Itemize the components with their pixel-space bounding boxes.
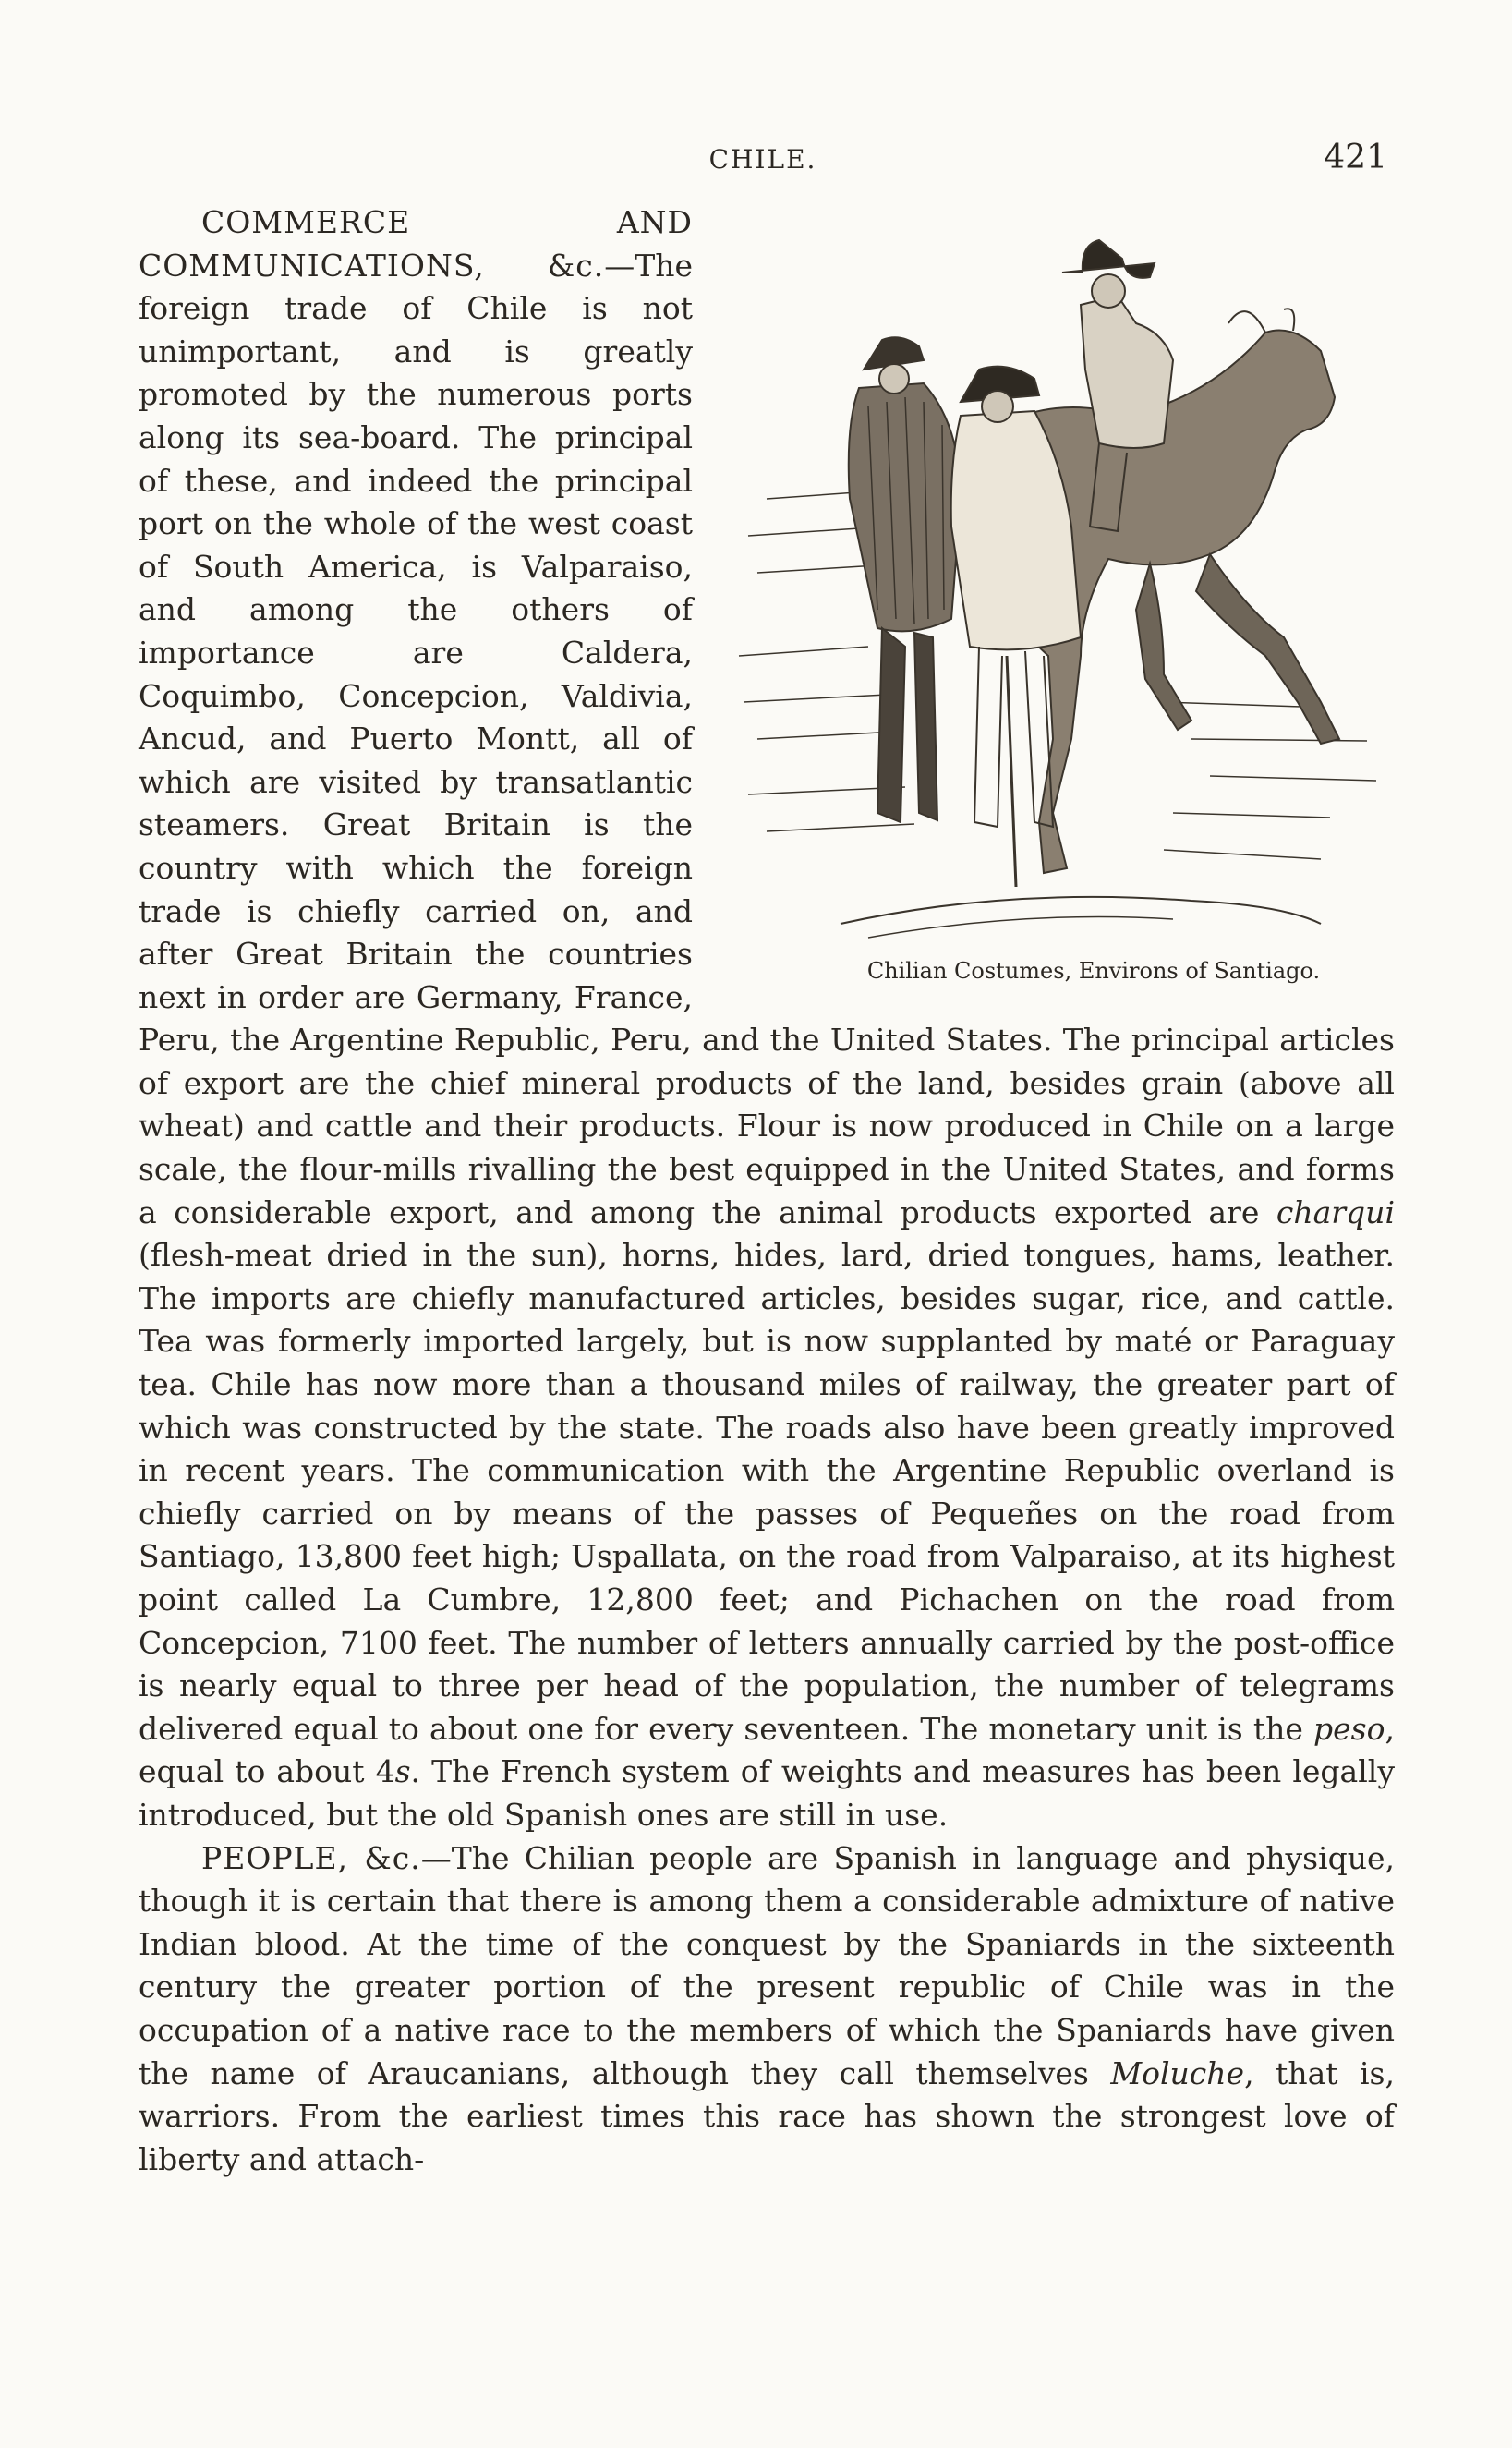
term-charqui: charqui [1276, 1194, 1395, 1230]
figure-chilian-costumes [730, 222, 1395, 993]
commerce-text-3: , equal to about 4 [139, 1710, 1395, 1790]
engraving-illustration [730, 222, 1395, 951]
term-moluche: Moluche [1110, 2054, 1245, 2091]
people-text-1: —The Chilian people are Spanish in language and physique, though it is certain that there is among them a considerable admixture of native Indian blood. At the time of the conquest by the Spaniards in the sixteenth century the greater portion of the present republic of Chile was in the occupation of a native race to the members of which the Spaniards have given the name of Araucanians, although they call themselves [139, 1839, 1395, 2091]
paragraph-commerce [139, 201, 1395, 1837]
running-title: CHILE. [708, 144, 817, 175]
commerce-text-4: . The French system of weights and measures has been legally introduced, but the old Spanish ones are still in use. [139, 1753, 1395, 1833]
section-heading-people: PEOPLE, &c. [201, 1839, 421, 1876]
figure-caption: Chilian Costumes, Environs of Santiago. [866, 958, 1321, 984]
term-shilling: s [394, 1753, 411, 1790]
page-number: 421 [1324, 139, 1387, 176]
commerce-text-1: —The foreign trade of Chile is not unimportant, and is greatly promoted by the numerous ports along its sea-board. The principal of these, and indeed the principal port on the whole of the west coast of South America, is Valparaiso, and among the others of importance are Caldera, Coquimbo, Concepcion, Valdivia, Ancud, and Puerto Montt, all of which are visited by transatlantic steamers. Great Britain is the country with which the foreign trade is chiefly carried on, and after Great Britain the countries next in order are Germany, France, Peru, the Argentine Republic, Peru, and the United States. The principal articles of export are the chief mineral products of the land, besides grain (above all wheat) and cattle and their products. Flour is now produced in Chile on a large scale, the flour-mills rivalling the best equipped in the United States, and forms a considerable export, and among the animal products exported are [139, 247, 1395, 1230]
term-peso: peso [1313, 1710, 1385, 1747]
commerce-text-2: (flesh-meat dried in the sun), horns, hides, lard, dried tongues, hams, leather. The imports are chiefly manufactured articles, besides sugar, rice, and cattle. Tea was formerly imported largely, but is now supplanted by maté or Paraguay tea. Chile has now more than a thousand miles of railway, the greater part of which was constructed by the state. The roads also have been greatly improved in recent years. The communication with the Argentine Republic overland is chiefly carried on by means of the passes of Pequeñes on the road from Santiago, 13,800 feet high; Uspallata, on the road from Valparaiso, at its highest point called La Cumbre, 12,800 feet; and Pichachen on the road from Concepcion, 7100 feet. The number of letters annually carried by the post-office is nearly equal to three per head of the population, the number of telegrams delivered equal to about one for every seventeen. The monetary unit is the [139, 1237, 1395, 1747]
running-head [139, 139, 1387, 185]
people-text-2: , that is, warriors. From the earliest times this race has shown the strongest love of liberty and attach- [139, 2054, 1395, 2177]
paragraph-people [139, 1837, 1395, 2182]
body-text [139, 201, 1395, 2181]
section-heading-commerce: COMMERCE AND COMMUNICATIONS, &c. [139, 204, 693, 284]
